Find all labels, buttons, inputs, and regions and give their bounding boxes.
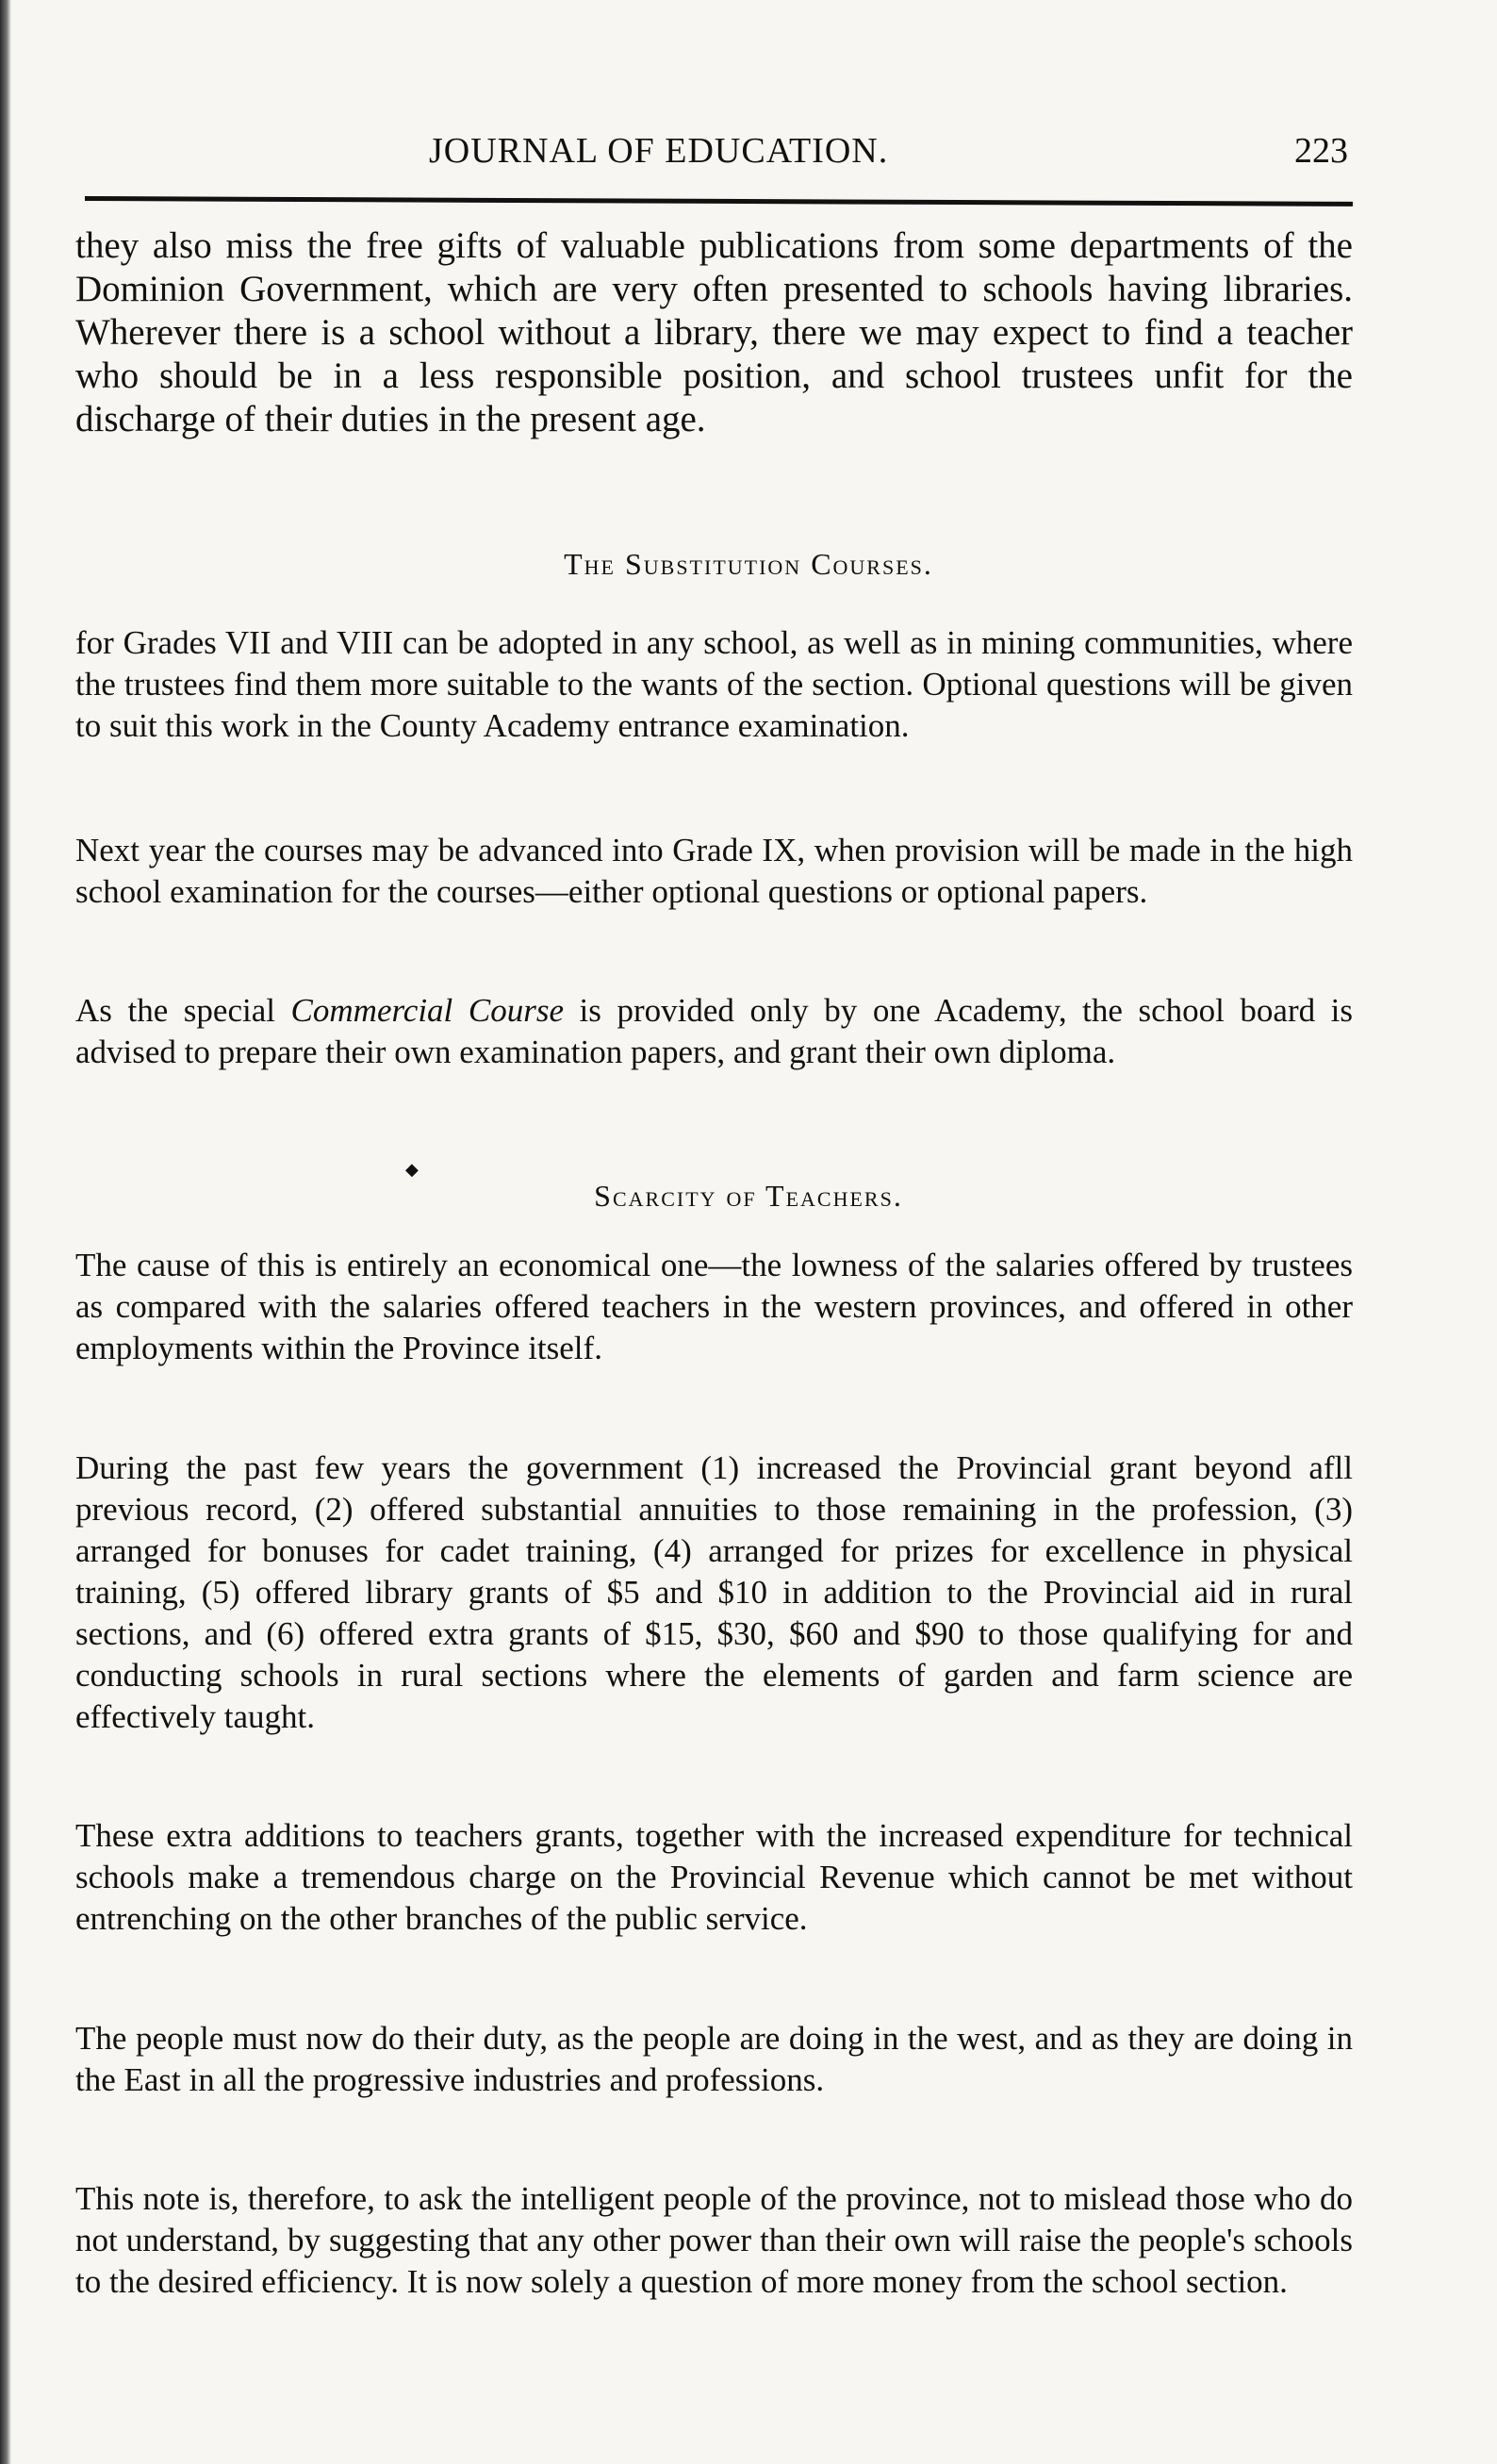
paragraph-government-grants: During the past few years the government (1) increased the Provincial grant beyond afll previous record, (2) offered substantial annuities to those remaining in the profession, (3) arranged for bonuses for cadet training, (4) arranged for prizes for excellence in physical training, (5) offered library grants of $5 and $10 in addition to the Provincial aid in rural sections, and (6) offered extra grants of $15, $30, $60 and $90 to those qualifying for and conducting schools in rural sections where the elements of garden and farm science are effectively taught.	[75, 1449, 1353, 1735]
paragraph-substitution: for Grades VII and VIII can be adopted in any school, as well as in mining communities, where the trustees find them more suitable to the wants of the section. Optional questions will be given to suit this work in the County Academy entrance examination.	[75, 624, 1353, 744]
paragraph-commercial-b: is provided only by one Academy, the school board is advised to prepare their own examination papers, and grant their own diploma.	[75, 992, 1354, 1070]
commercial-course-italic: Commercial Course	[290, 992, 564, 1029]
paragraph-libraries: they also miss the free gifts of valuable publications from some departments of the Dominion Government, which are very often presented to schools having libraries. Wherever there is a school without a library, there we may expect to find a teacher who should be in a less responsible position, and school trustees unfit for the discharge of their duties in the present age.	[75, 225, 1353, 439]
ornament-mark: ◆	[405, 1160, 419, 1179]
paragraph-extra-additions: These extra additions to teachers grants, together with the increased expenditure for technical schools make a tremendous charge on the Provincial Revenue which cannot be met without entrenching on the other branches of the public service.	[75, 1817, 1353, 1937]
binding-edge	[0, 0, 11, 2464]
heading-scarcity-of-teachers: Scarcity of Teachers.	[594, 1179, 903, 1213]
paragraph-next-year: Next year the courses may be advanced into Grade IX, when provision will be made in the high school examination for the courses—either optional questions or optional papers.	[75, 832, 1353, 910]
heading-substitution-courses: The Substitution Courses.	[564, 547, 933, 581]
page-number: 223	[1294, 131, 1348, 171]
paragraph-commercial-a: As the special	[75, 992, 291, 1029]
header-rule	[85, 196, 1353, 207]
page-header	[85, 130, 1348, 187]
paragraph-this-note: This note is, therefore, to ask the intelligent people of the province, not to mislead those who do not understand, by suggesting that any other power than their own will raise the people's schools to the desired efficiency. It is now solely a question of more money from the school section.	[75, 2180, 1353, 2300]
paragraph-cause: The cause of this is entirely an economical one—the lowness of the salaries offered by trustees as compared with the salaries offered teachers in the western provinces, and offered in other employments within the Province itself.	[75, 1247, 1353, 1366]
paragraph-commercial-course	[75, 990, 1353, 1073]
running-head: JOURNAL OF EDUCATION.	[429, 131, 889, 171]
paragraph-people-duty: The people must now do their duty, as the people are doing in the west, and as they are doing in the East in all the progressive industries and professions.	[75, 2020, 1353, 2098]
